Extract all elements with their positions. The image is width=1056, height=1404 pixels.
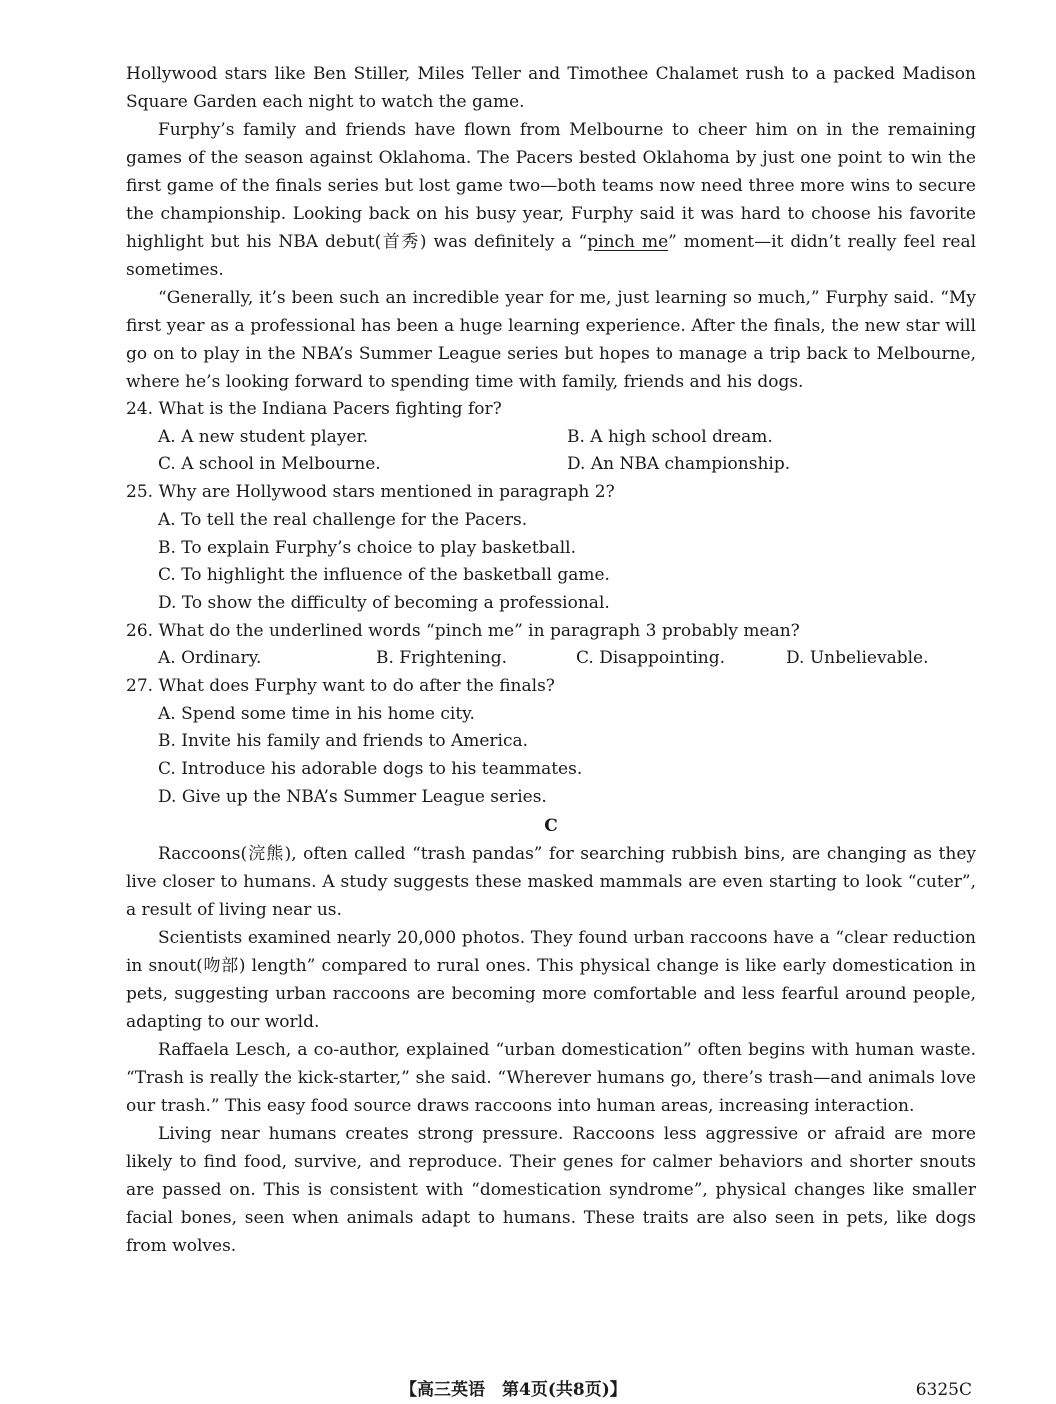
- question-stem: 25. Why are Hollywood stars mentioned in paragraph 2?: [126, 482, 615, 503]
- passage-c-paragraph-2: Scientists examined nearly 20,000 photos. They found urban raccoons have a “clear reduction in snout(吻部) length” compared to rural ones. This physical change is like early domestication in pets, suggesting urban raccoons are becoming more comfortable and less fearful around people, adapting to our world.: [126, 927, 976, 1032]
- passage-c-paragraph-3: Raffaela Lesch, a co-author, explained “urban domestication” often begins with human waste. “Trash is really the kick-starter,” she said. “Wherever humans go, there’s trash—and animals love our trash.” This easy food source draws raccoons into human areas, increasing interaction.: [126, 1039, 976, 1116]
- question-stem: 27. What does Furphy want to do after the finals?: [126, 676, 555, 697]
- passage-b-paragraph-3: [126, 116, 976, 284]
- passage-b-paragraph-4: “Generally, it’s been such an incredible year for me, just learning so much,” Furphy said. “My first year as a professional has been a huge learning experience. After the finals, the new star will go on to play in the NBA’s Summer League series but hopes to manage a trip back to Melbourne, where he’s looking forward to spending time with family, friends and his dogs.: [126, 288, 976, 392]
- footer-exam-code: 6325C: [915, 1380, 972, 1400]
- option-b: B. A high school dream.: [567, 426, 773, 447]
- section-heading: C: [544, 815, 558, 836]
- option-a: A. Ordinary.: [158, 648, 262, 669]
- question-stem: 24. What is the Indiana Pacers fighting for?: [126, 399, 502, 419]
- page-footer: [0, 1380, 1056, 1404]
- option-a: A. To tell the real challenge for the Pacers.: [158, 509, 528, 530]
- option-d: D. To show the difficulty of becoming a professional.: [158, 592, 610, 613]
- question-stem: 26. What do the underlined words “pinch me” in paragraph 3 probably mean?: [126, 620, 800, 641]
- option-d: D. An NBA championship.: [567, 454, 791, 475]
- underlined-phrase: pinch me: [587, 232, 669, 252]
- option-a: A. Spend some time in his home city.: [158, 703, 475, 724]
- question-25: [126, 479, 976, 618]
- option-a: A. A new student player.: [158, 426, 369, 447]
- option-b: B. To explain Furphy’s choice to play basketball.: [158, 537, 576, 558]
- option-b: B. Invite his family and friends to America.: [158, 731, 529, 752]
- footer-page-label: 【高三英语 第4页(共8页)】: [400, 1380, 627, 1400]
- option-c: C. Disappointing.: [576, 648, 726, 669]
- options-row: [158, 451, 976, 479]
- question-26: [126, 618, 976, 673]
- option-c: C. Introduce his adorable dogs to his teammates.: [158, 759, 583, 780]
- passage-c-paragraph-4: Living near humans creates strong pressure. Raccoons less aggressive or afraid are more likely to find food, survive, and reproduce. Their genes for calmer behaviors and shorter snouts are passed on. This is consistent with “domestication syndrome”, physical changes like smaller facial bones, seen when animals adapt to humans. These traits are also seen in pets, like dogs from wolves.: [126, 1123, 976, 1256]
- question-27: [126, 673, 976, 812]
- option-d: D. Unbelievable.: [786, 648, 929, 669]
- option-c: C. To highlight the influence of the basketball game.: [158, 565, 610, 586]
- options-row: [158, 424, 976, 452]
- question-24: [126, 396, 976, 479]
- options-row: [158, 645, 976, 673]
- option-d: D. Give up the NBA’s Summer League series.: [158, 786, 547, 807]
- passage-b-paragraph-2-end: Hollywood stars like Ben Stiller, Miles Teller and Timothee Chalamet rush to a packed Madison Square Garden each night to watch the game.: [126, 64, 976, 112]
- paragraph-3-text-after: ” moment—it didn’t really feel real sometimes.: [126, 232, 977, 280]
- option-c: C. A school in Melbourne.: [158, 454, 381, 475]
- option-b: B. Frightening.: [376, 648, 508, 669]
- paragraph-3-text-before: Furphy’s family and friends have flown from Melbourne to cheer him on in the remaining games of the season against Oklahoma. The Pacers bested Oklahoma by just one point to win the first game of the finals series but lost game two—both teams now need three more wins to secure the championship. Looking back on his busy year, Furphy said it was hard to choose his favorite highlight but his NBA debut(首秀) was definitely a “: [126, 120, 976, 252]
- passage-c-paragraph-1: Raccoons(浣熊), often called “trash pandas” for searching rubbish bins, are changing as they live closer to humans. A study suggests these masked mammals are even starting to look “cuter”, a result of living near us.: [126, 843, 976, 920]
- exam-page: [126, 60, 976, 1260]
